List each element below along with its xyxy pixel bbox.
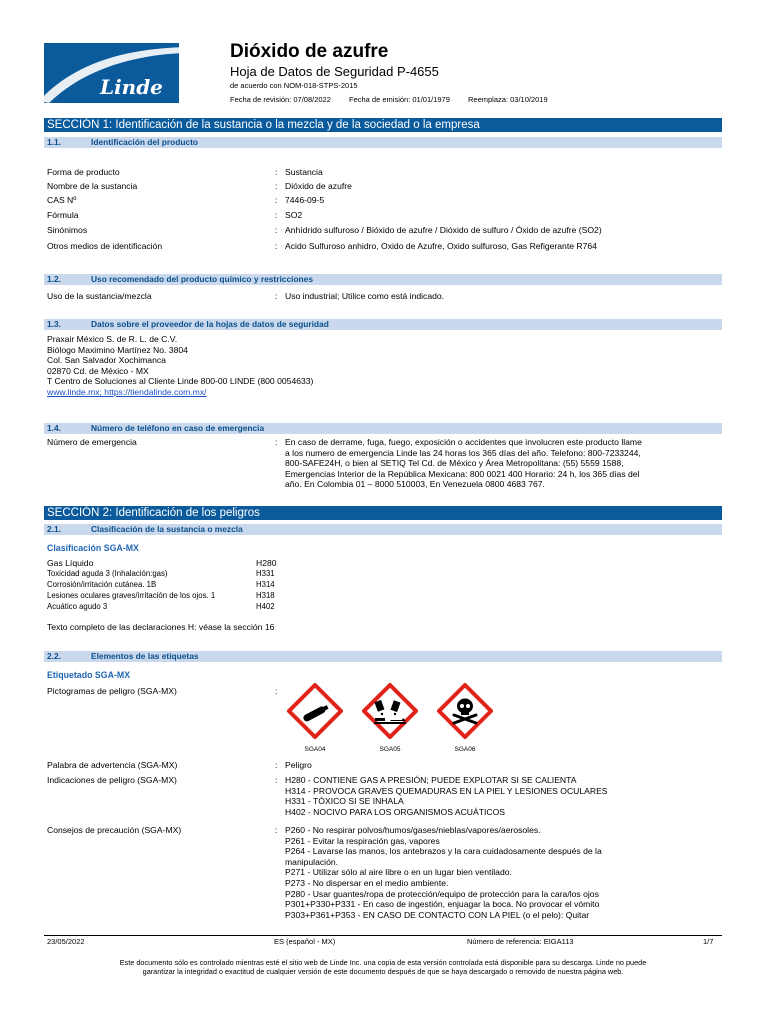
issue-date: Fecha de emisión: 01/01/1979 [349,95,450,104]
subsection-number: 1.2. [47,274,61,284]
replaces-date: Reemplaza: 03/10/2019 [468,95,548,104]
row-value: Anhídrido sulfuroso / Bióxido de azufre / Dióxido de sulfuro / Óxido de azufre (SO2) [285,225,602,235]
subsection-number: 2.1. [47,524,61,534]
footer-language: ES (español - MX) [274,937,336,946]
linde-logo [44,43,179,103]
emergency-line: a los numero de emergencia Linde las 24 horas los 365 días del año. Telefono: 800-7233244, [285,447,641,458]
section-2-header: SECCIÓN 2: Identificación de los peligros [44,506,722,520]
document-title: Dióxido de azufre [230,41,389,62]
precaution-statement: P273 - No dispersar en el medio ambiente. [285,877,449,888]
hazard-statement: H280 - CONTIENE GAS A PRESIÓN; PUEDE EXPLOTAR SI SE CALIENTA [285,775,577,785]
subsection-2-1-header [44,524,722,535]
row-colon: : [275,181,278,191]
row-label: Sinónimos [47,225,88,235]
subsection-number: 1.4. [47,423,61,433]
page-footer [47,937,717,947]
hazard-row [47,602,287,613]
subsection-title: Uso recomendado del producto químico y restricciones [91,274,313,284]
corrosion-icon [362,683,418,739]
supplier-line: Col. San Salvador Xochimanca [47,355,166,366]
footer-reference: Número de referencia: EIGA113 [467,937,574,946]
document-norm: de acuerdo con NOM-018-STPS-2015 [230,81,358,90]
emergency-line: 800-SAFE24H, o bien al SETIQ Tel Cd. de México y Área Metropolitana: (55) 5559 1588, [285,458,624,469]
row-colon: : [275,291,278,301]
footer-page-number: 1/7 [703,937,714,946]
row-label: Palabra de advertencia (SGA-MX) [47,760,178,770]
subsection-1-2-header [44,274,722,285]
disclaimer-line: Este documento sólo es controlado mientras esté el sitio web de Linde Inc. una copia de esta versión controlada está disponible para su descarga. Linde no puede [119,958,647,967]
precaution-statement: P301+P330+P331 - En caso de ingestión, enjuagar la boca. No provocar el vómito [285,899,600,910]
supplier-line: T Centro de Soluciones al Cliente Linde 800-00 LINDE (800 0054633) [47,376,314,387]
gas-cylinder-icon [287,683,343,739]
emergency-line: año. En Colombia 01 – 8000 510003, En Venezuela 0800 4683 767. [285,479,545,490]
row-colon: : [275,195,278,205]
row-value: Dióxido de azufre [285,181,352,191]
row-colon: : [275,167,278,177]
row-colon: : [275,437,278,447]
hazard-statement: H331 - TÓXICO SI SE INHALA [285,796,404,807]
pictogram-code: SGA06 [454,746,476,753]
precaution-statements [285,825,717,920]
precaution-statement: P271 - Utilizar sólo al aire libre o en un lugar bien ventilado. [285,867,512,878]
subsection-1-1-header [44,137,722,148]
row-colon: : [275,760,278,770]
row-colon: : [275,775,278,785]
subsection-title: Número de teléfono en caso de emergencia [91,423,265,433]
subsection-title: Elementos de las etiquetas [91,651,199,661]
row-value: Acido Sulfuroso anhidro, Oxido de Azufre, Oxido sulfuroso, Gas Refigerante R764 [285,241,597,251]
classification-label: Clasificación SGA-MX [47,543,139,553]
precaution-statement: P280 - Usar guantes/ropa de protección/equipo de protección para la cara/los ojos [285,888,599,899]
row-colon: : [275,825,278,835]
hazard-code: H280 [256,558,277,568]
subsection-number: 2.2. [47,651,61,661]
row-label: Consejos de precaución (SGA-MX) [47,825,182,835]
footer-divider [44,935,722,936]
row-label: Nombre de la sustancia [47,181,138,191]
precaution-statement: P303+P361+P353 - EN CASO DE CONTACTO CON LA PIEL (o el pelo): Quitar [285,909,590,920]
row-label: Indicaciones de peligro (SGA-MX) [47,775,177,785]
hazard-name: Gas Líquido [47,558,94,568]
disclaimer-line: garantizar la integridad o exactitud de cualquier versión de este documento después de que se haya descargado o removido de nuestra página web. [142,967,624,976]
row-value: 7446-09-5 [285,195,325,205]
precaution-statement: P260 - No respirar polvos/humos/gases/nieblas/vapores/aerosoles. [285,825,541,835]
row-colon: : [275,686,278,696]
precaution-statement: P264 - Lavarse las manos, los antebrazos y la cara cuidadosamente después de la [285,846,602,857]
hazard-row [47,580,287,591]
hazard-name: Corrosión/irritación cutánea. 1B [47,580,157,589]
hazard-name: Toxicidad aguda 3 (Inhalación:gas) [47,569,168,578]
subsection-1-4-header [44,423,722,434]
row-colon: : [275,241,278,251]
subsection-number: 1.3. [47,319,61,329]
subsection-title: Datos sobre el proveedor de la hojas de datos de seguridad [91,319,329,329]
subsection-title: Clasificación de la sustancia o mezcla [91,524,243,534]
subsection-number: 1.1. [47,137,61,147]
row-value: Peligro [285,760,312,770]
pictogram-code: SGA04 [304,746,326,753]
hazard-name: Lesiones oculares graves/irritación de los ojos. 1 [47,591,216,600]
footer-disclaimer [44,958,722,976]
row-colon: : [275,210,278,220]
supplier-line: Biólogo Maximino Martínez No. 3804 [47,344,188,355]
supplier-line: 02870 Cd. de México - MX [47,365,149,376]
hazard-classification-table [47,558,287,614]
row-label: Pictogramas de peligro (SGA-MX) [47,686,177,696]
row-value: Sustancia [285,167,323,177]
precaution-statement: P261 - Evitar la respiración gas, vapores [285,835,440,846]
supplier-website-link[interactable]: www.linde.mx; https://tiendalinde.com.mx/ [47,386,207,397]
row-value: SO2 [285,210,303,220]
hazard-code: H402 [256,602,275,611]
hazard-statement: H402 - NOCIVO PARA LOS ORGANISMOS ACUÁTICOS [285,806,505,817]
row-value: Uso industrial; Utilice como está indicado. [285,291,445,301]
hazard-code: H331 [256,569,275,578]
hazard-name: Acuático agudo 3 [47,602,108,611]
hazard-row [47,591,287,602]
skull-crossbones-icon [437,683,493,739]
emergency-line: Emergencias Interior de la República Mexicana: 800 0021 400 Horario: 24 h, los 365 días del [285,468,640,479]
document-dates [230,95,564,105]
subsection-1-3-header [44,319,722,330]
h-statements-note: Texto completo de las declaraciones H: véase la sección 16 [47,622,275,632]
logo-text: Linde [100,75,163,99]
row-label: Fórmula [47,210,79,220]
hazard-statements [285,775,717,817]
labelling-title: Etiquetado SGA-MX [47,670,131,680]
row-label: Otros medios de identificación [47,241,163,251]
row-colon: : [275,225,278,235]
emergency-text [285,437,717,490]
hazard-row [47,558,287,569]
row-label: Número de emergencia [47,437,137,447]
supplier-line: Praxair México S. de R. L. de C.V. [47,334,178,344]
row-label: Forma de producto [47,167,120,177]
row-label: Uso de la sustancia/mezcla [47,291,152,301]
subsection-title: Identificación del producto [91,137,199,147]
pictogram-code: SGA05 [379,746,401,753]
hazard-statement: H314 - PROVOCA GRAVES QUEMADURAS EN LA PIEL Y LESIONES OCULARES [285,785,608,796]
supplier-block [47,334,313,398]
revision-date: Fecha de revisión: 07/08/2022 [230,95,331,104]
document-subtitle: Hoja de Datos de Seguridad P-4655 [230,64,439,79]
hazard-code: H318 [256,591,275,600]
row-label: CAS Nº [47,195,77,205]
emergency-line: En caso de derrame, fuga, fuego, exposición o accidentes que involucren este producto llame [285,437,642,447]
hazard-row [47,569,287,580]
footer-date: 23/05/2022 [47,937,85,946]
precaution-statement: manipulación. [285,856,339,867]
section-1-header: SECCIÓN 1: Identificación de la sustancia o la mezcla y de la sociedad o la empresa [44,118,722,132]
subsection-2-2-header [44,651,722,662]
hazard-code: H314 [256,580,275,589]
